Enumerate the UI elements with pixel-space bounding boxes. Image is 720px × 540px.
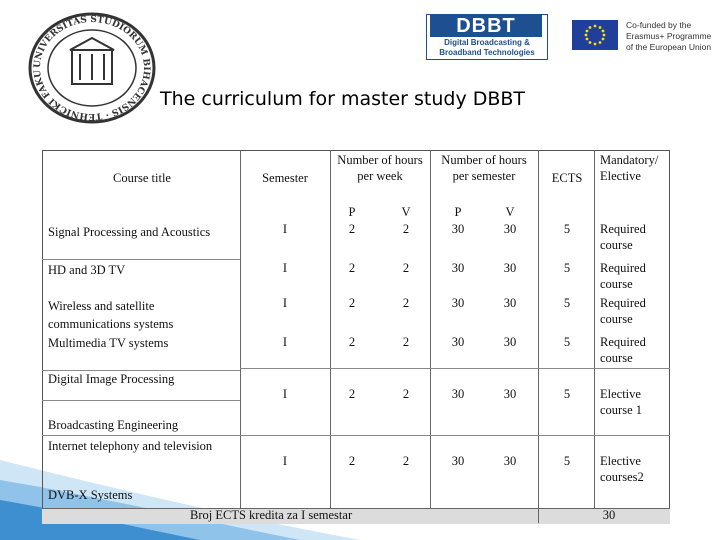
course-title: Internet telephony and television <box>48 439 213 453</box>
ects-value: 5 <box>563 222 571 236</box>
p-week-value: 2 <box>348 261 356 275</box>
header-hours-semester: Number of hours per semester <box>441 153 527 183</box>
total-ects-value: 30 <box>602 508 616 522</box>
subheader-v-week: V <box>401 205 411 219</box>
p-semester-value: 30 <box>451 296 465 310</box>
course-title: Broadcasting Engineering <box>48 418 179 432</box>
p-week-value: 2 <box>348 387 356 401</box>
row-divider <box>42 435 240 436</box>
header-course-title: Course title <box>113 171 171 185</box>
course-type: Elective courses2 <box>600 454 644 484</box>
v-week-value: 2 <box>402 296 410 310</box>
p-week-value: 2 <box>348 222 356 236</box>
eu-text-line1: Co-funded by the <box>626 20 692 30</box>
semester-value: I <box>282 335 288 349</box>
semester-value: I <box>282 387 288 401</box>
dbbt-logo-line1: Digital Broadcasting & <box>444 38 530 47</box>
v-semester-value: 30 <box>503 296 517 310</box>
dbbt-logo-line2: Broadband Technologies <box>439 48 535 57</box>
eu-text-line3: of the European Union <box>626 42 712 52</box>
header-ects: ECTS <box>551 171 583 185</box>
subheader-p-week: P <box>348 205 356 219</box>
p-week-value: 2 <box>348 296 356 310</box>
v-semester-value: 30 <box>503 387 517 401</box>
p-semester-value: 30 <box>451 261 465 275</box>
v-week-value: 2 <box>402 335 410 349</box>
p-semester-value: 30 <box>451 335 465 349</box>
row-divider <box>240 435 670 436</box>
p-week-value: 2 <box>348 335 356 349</box>
v-week-value: 2 <box>402 454 410 468</box>
course-type: Required course <box>600 296 646 326</box>
v-semester-value: 30 <box>503 261 517 275</box>
course-title: Wireless and satellite communications systems <box>48 299 174 331</box>
course-title: HD and 3D TV <box>48 263 126 277</box>
table-divider <box>594 150 595 508</box>
row-divider <box>42 400 240 401</box>
semester-value: I <box>282 222 288 236</box>
course-type: Required course <box>600 261 646 291</box>
dbbt-logo <box>426 14 548 60</box>
table-divider <box>240 150 241 508</box>
semester-value: I <box>282 261 288 275</box>
course-title: DVB-X Systems <box>48 488 133 502</box>
page-title: The curriculum for master study DBBT <box>160 88 526 110</box>
university-seal-logo <box>22 8 162 128</box>
ects-value: 5 <box>563 335 571 349</box>
subheader-p-semester: P <box>454 205 462 219</box>
eu-text-line2: Erasmus+ Programme <box>626 31 712 41</box>
table-divider <box>430 150 431 508</box>
course-type: Required course <box>600 335 646 365</box>
course-title: Digital Image Processing <box>48 372 175 386</box>
ects-value: 5 <box>563 296 571 310</box>
v-semester-value: 30 <box>503 454 517 468</box>
course-type: Elective course 1 <box>600 387 642 417</box>
ects-value: 5 <box>563 261 571 275</box>
dbbt-logo-word: DBBT <box>430 15 542 37</box>
v-semester-value: 30 <box>503 222 517 236</box>
table-divider <box>330 150 331 508</box>
header-semester: Semester <box>262 171 308 185</box>
v-semester-value: 30 <box>503 335 517 349</box>
course-title: Signal Processing and Acoustics <box>48 225 211 239</box>
svg-text:UNIVERSITAS STUDIORUM BIHACENS: UNIVERSITAS STUDIORUM BIHACENSIS · TEHNIČKI FAKU <box>32 14 152 122</box>
v-week-value: 2 <box>402 387 410 401</box>
semester-value: I <box>282 454 288 468</box>
semester-value: I <box>282 296 288 310</box>
ects-value: 5 <box>563 454 571 468</box>
header-mandatory-elective: Mandatory/ Elective <box>600 153 659 183</box>
course-title: Multimedia TV systems <box>48 336 169 350</box>
table-divider <box>538 150 539 523</box>
ects-value: 5 <box>563 387 571 401</box>
eu-cofunded-text <box>626 20 716 53</box>
course-type: Required course <box>600 222 646 252</box>
row-divider <box>42 259 240 260</box>
header-hours-week: Number of hours per week <box>337 153 423 183</box>
total-ects-label: Broj ECTS kredita za I semestar <box>190 508 353 522</box>
eu-flag-icon <box>572 20 618 50</box>
p-semester-value: 30 <box>451 387 465 401</box>
subheader-v-semester: V <box>505 205 515 219</box>
v-week-value: 2 <box>402 261 410 275</box>
row-divider <box>240 368 670 369</box>
v-week-value: 2 <box>402 222 410 236</box>
p-week-value: 2 <box>348 454 356 468</box>
p-semester-value: 30 <box>451 454 465 468</box>
p-semester-value: 30 <box>451 222 465 236</box>
